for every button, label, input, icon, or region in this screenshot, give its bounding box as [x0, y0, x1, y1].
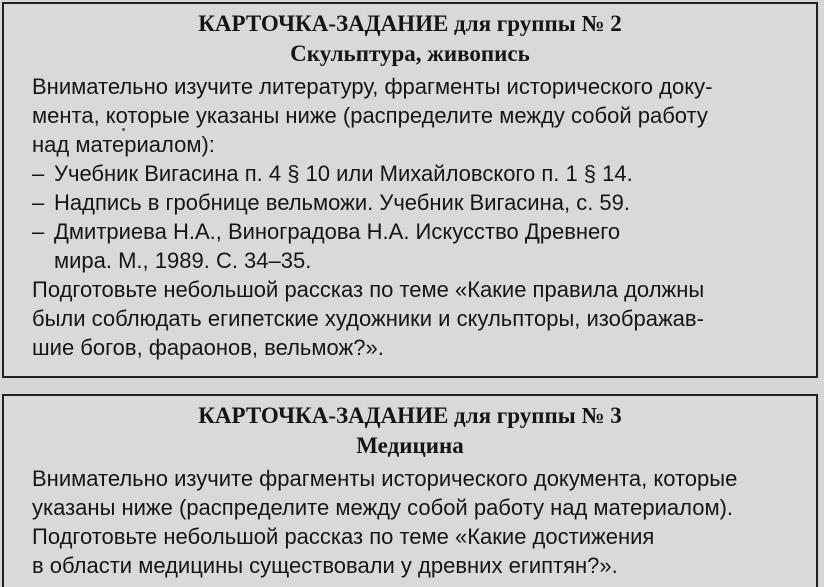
source-item: – Надпись в гробнице вельможи. Учебник Вигасина, с. 59.: [32, 188, 804, 217]
card-subtitle: Медицина: [356, 433, 464, 458]
source-item: – Учебник Вигасина п. 4 § 10 или Михайловского п. 1 § 14.: [32, 159, 804, 188]
task-line: шие богов, фараонов, вельмож?».: [32, 335, 384, 360]
task-line: были соблюдать египетские художники и скульпторы, изображав-: [32, 306, 704, 331]
body-line: указаны ниже (распределите между собой работу над материалом).: [32, 495, 734, 520]
card-body: [4, 464, 816, 580]
body-line: Внимательно изучите фрагменты исторического документа, которые: [32, 466, 738, 491]
card-subtitle: Скульптура, живопись: [290, 41, 530, 66]
body-line: Подготовьте небольшой рассказ по теме «Какие достижения: [32, 524, 655, 549]
body-line: в области медицины существовали у древних египтян?».: [32, 553, 618, 578]
scan-speck: [122, 128, 125, 131]
source-list: [32, 159, 804, 246]
intro-line: над материалом):: [32, 132, 215, 157]
card-title: КАРТОЧКА-ЗАДАНИЕ для группы № 2: [198, 11, 622, 36]
card-body: [4, 72, 816, 362]
task-card-group-2: [2, 2, 818, 378]
source-item-continuation: мира. М., 1989. С. 34–35.: [54, 248, 312, 273]
card-title: КАРТОЧКА-ЗАДАНИЕ для группы № 3: [198, 403, 622, 428]
task-card-group-3: [2, 394, 818, 587]
intro-line: Внимательно изучите литературу, фрагменты исторического доку-: [32, 74, 713, 99]
task-line: Подготовьте небольшой рассказ по теме «Какие правила должны: [32, 277, 705, 302]
intro-line: мента, которые указаны ниже (распределите между собой работу: [32, 103, 708, 128]
source-item: – Дмитриева Н.А., Виноградова Н.А. Искусство Древнего: [32, 217, 804, 246]
